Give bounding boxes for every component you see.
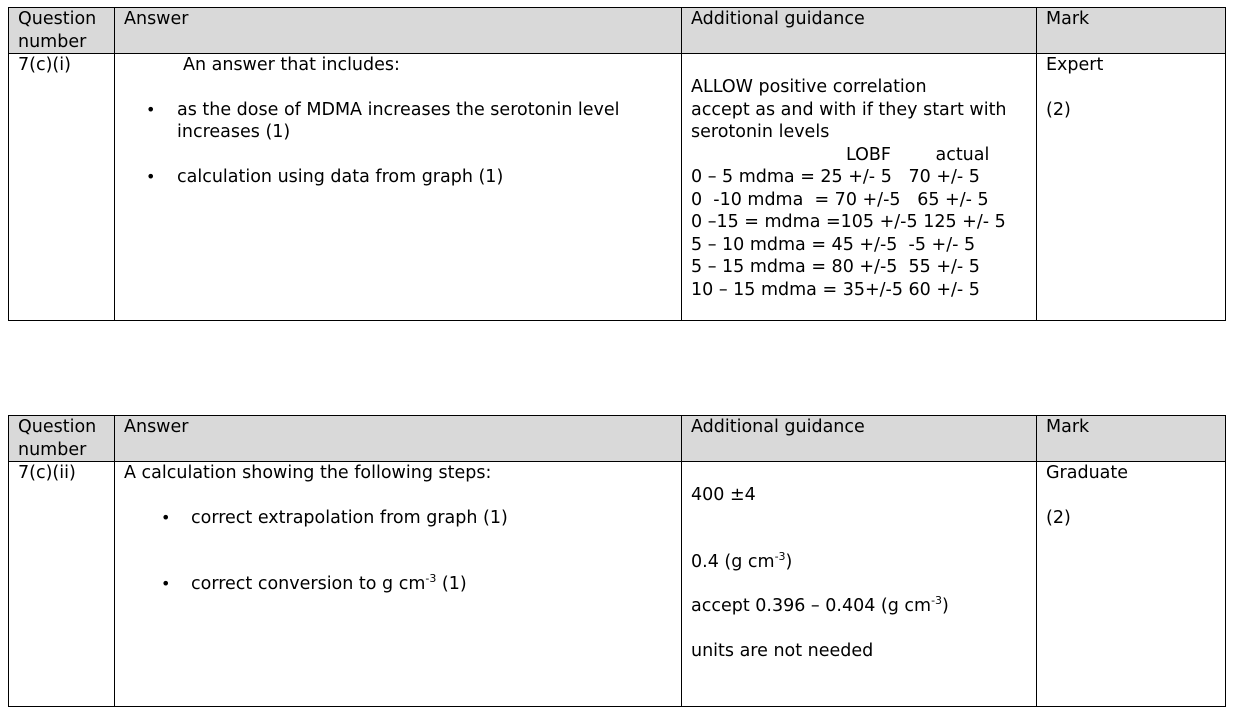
guidance-line: 0 -10 mdma = 70 +/-5 65 +/- 5	[691, 189, 989, 210]
guidance-line	[691, 595, 1036, 618]
text: 0.4 (g cm	[691, 551, 775, 572]
guidance-line: serotonin levels	[691, 122, 830, 142]
header-answer: Answer	[115, 416, 682, 462]
guidance-line: 5 – 15 mdma = 80 +/-5 55 +/- 5	[691, 257, 980, 277]
text: )	[785, 551, 793, 572]
text: (1)	[436, 574, 467, 594]
guidance-line: 400 ±4	[691, 485, 756, 505]
header-mark: Mark	[1037, 8, 1226, 54]
answer-bullet	[124, 573, 681, 596]
header-row	[9, 416, 1226, 462]
guidance-line: units are not needed	[691, 640, 874, 661]
superscript: -3	[425, 572, 437, 586]
superscript: -3	[931, 594, 943, 608]
question-number: 7(c)(ii)	[9, 462, 115, 707]
answer-row	[9, 462, 1226, 707]
bullet-icon: •	[161, 574, 171, 593]
bullet-icon: •	[146, 99, 156, 119]
answer-cell	[115, 462, 682, 707]
bullet-icon: •	[146, 166, 156, 186]
text: )	[942, 596, 949, 616]
bullet-text-line: as the dose of MDMA increases the serotonin level	[177, 99, 620, 120]
question-number: 7(c)(i)	[9, 54, 115, 321]
header-additional-guidance: Additional guidance	[682, 416, 1037, 462]
answer-intro: A calculation showing the following steps:	[124, 463, 492, 483]
mark-level: Graduate	[1046, 463, 1129, 483]
answer-cell	[115, 54, 682, 321]
guidance-cell	[682, 54, 1037, 321]
mark-level: Expert	[1046, 55, 1104, 75]
answer-row	[9, 54, 1226, 321]
guidance-line: 0 –15 = mdma =105 +/-5 125 +/- 5	[691, 212, 1006, 232]
header-mark: Mark	[1037, 416, 1226, 462]
mark-scheme-table-7cii	[8, 415, 1226, 707]
header-question-number: Question number	[9, 416, 115, 462]
guidance-line: 0 – 5 mdma = 25 +/- 5 70 +/- 5	[691, 167, 980, 187]
guidance-line: ALLOW positive correlation	[691, 77, 927, 97]
superscript: -3	[774, 549, 786, 563]
header-question-number: Question number	[9, 8, 115, 54]
guidance-line: 10 – 15 mdma = 35+/-5 60 +/- 5	[691, 279, 980, 300]
mark-scheme-table-7ci	[8, 7, 1226, 321]
guidance-line: accept as and with if they start with	[691, 99, 1007, 120]
mark-value: (2)	[1046, 507, 1071, 528]
guidance-line: 5 – 10 mdma = 45 +/-5 -5 +/- 5	[691, 234, 976, 255]
mark-cell	[1037, 462, 1226, 707]
header-answer: Answer	[115, 8, 682, 54]
answer-intro: An answer that includes:	[183, 55, 400, 75]
header-row	[9, 8, 1226, 54]
bullet-text-line: calculation using data from graph (1)	[177, 166, 504, 187]
bullet-text-line	[191, 573, 681, 596]
answer-bullet	[124, 166, 681, 189]
text: accept 0.396 – 0.404 (g cm	[691, 596, 932, 616]
bullet-text-line: increases (1)	[177, 122, 291, 142]
bullet-icon: •	[161, 507, 171, 527]
guidance-line: LOBF actual	[846, 144, 990, 165]
bullet-text-line: correct extrapolation from graph (1)	[191, 507, 508, 528]
answer-bullet	[124, 99, 681, 144]
text: correct conversion to g cm	[191, 574, 426, 594]
header-additional-guidance: Additional guidance	[682, 8, 1037, 54]
guidance-cell	[682, 462, 1037, 707]
mark-cell	[1037, 54, 1226, 321]
guidance-line	[691, 551, 1036, 574]
answer-bullet	[124, 507, 681, 530]
mark-value: (2)	[1046, 99, 1071, 120]
